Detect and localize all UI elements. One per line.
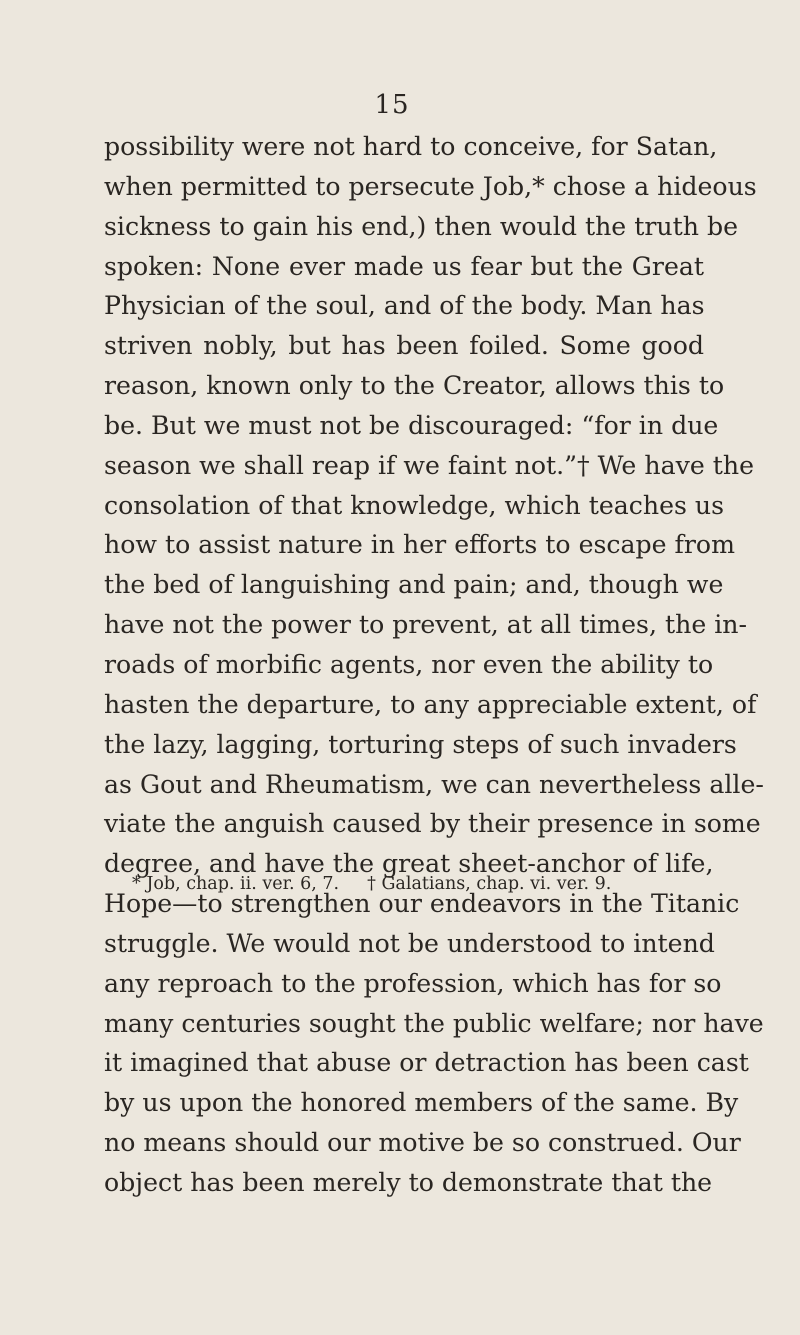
body-text — [104, 127, 764, 1203]
text-line: have not the power to prevent, at all times, the in- — [104, 610, 748, 640]
text-line: be. But we must not be discouraged: “for in due — [104, 410, 719, 440]
text-line: roads of morbific agents, nor even the ability to — [104, 649, 714, 679]
footnote-galatians: † Galatians, chap. vi. ver. 9. — [367, 874, 612, 894]
text-line: when permitted to persecute Job,* chose a hideous — [104, 171, 757, 201]
text-line: struggle. We would not be understood to intend — [104, 928, 715, 958]
text-line: how to assist nature in her efforts to escape from — [104, 530, 735, 560]
text-line: season we shall reap if we faint not.”† We have the — [104, 450, 754, 480]
text-line: viate the anguish caused by their presence in some — [104, 809, 761, 839]
text-line: sickness to gain his end,) then would the truth be — [104, 211, 738, 241]
text-line: the lazy, lagging, torturing steps of such invaders — [104, 729, 737, 759]
text-line: many centuries sought the public welfare; nor have — [104, 1008, 764, 1038]
text-line: consolation of that knowledge, which teaches us — [104, 490, 725, 520]
text-line: Physician of the soul, and of the body. Man has — [104, 291, 705, 321]
text-line: it imagined that abuse or detraction has been cast — [104, 1048, 749, 1078]
text-line: by us upon the honored members of the same. By — [104, 1088, 739, 1118]
text-line: hasten the departure, to any appreciable extent, of — [104, 689, 757, 719]
text-line: reason, known only to the Creator, allows this to — [104, 371, 725, 401]
text-line: Hope—to strengthen our endeavors in the Titanic — [104, 889, 740, 919]
text-line: no means should our motive be so construed. Our — [104, 1128, 741, 1158]
text-line: spoken: None ever made us fear but the Great — [104, 251, 704, 281]
text-line: as Gout and Rheumatism, we can nevertheless alle- — [104, 769, 764, 799]
text-line: any reproach to the profession, which has for so — [104, 968, 722, 998]
page-number: 15 — [374, 90, 410, 120]
footnotes — [132, 874, 692, 894]
text-line: possibility were not hard to conceive, for Satan, — [104, 132, 718, 161]
text-line: degree, and have the great sheet-anchor of life, — [104, 849, 714, 879]
text-line: striven nobly, but has been foiled. Some good — [104, 331, 704, 361]
footnote-job: * Job, chap. ii. ver. 6, 7. — [132, 874, 340, 894]
text-line: object has been merely to demonstrate that the — [104, 1167, 713, 1197]
text-line: the bed of languishing and pain; and, though we — [104, 570, 724, 600]
